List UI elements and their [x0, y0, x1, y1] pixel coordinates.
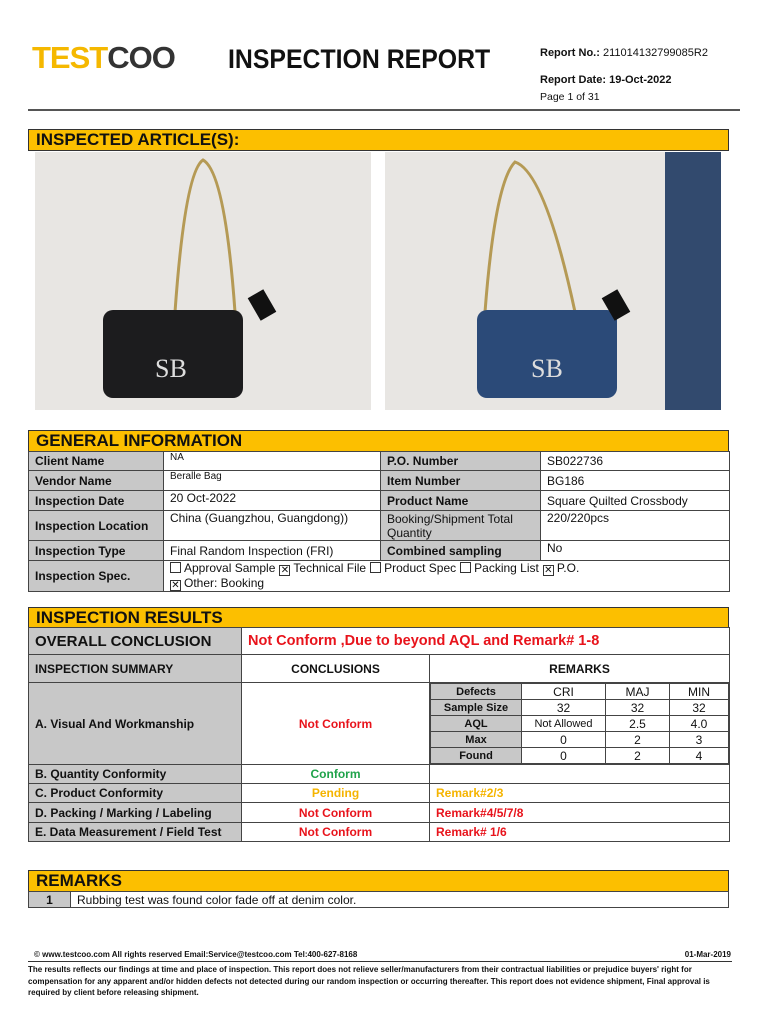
aql-cell: 2 — [606, 732, 670, 748]
item-d-remark: Remark#4/5/7/8 — [430, 803, 730, 823]
checkbox-unchecked[interactable] — [460, 562, 471, 573]
testcoo-logo: TESTCOO — [32, 40, 175, 75]
article-photo-black-bag[interactable] — [35, 152, 371, 410]
vendor-name-value: Beralle Bag — [164, 471, 381, 491]
aql-header-cell: MAJ — [606, 684, 670, 700]
checkbox-unchecked[interactable] — [170, 562, 181, 573]
item-b-remark — [430, 765, 730, 784]
aql-cell: 32 — [606, 700, 670, 716]
aql-cell: 3 — [670, 732, 729, 748]
po-number-label: P.O. Number — [381, 452, 541, 471]
checkbox-checked[interactable]: ✕ — [280, 565, 290, 576]
page-number: Page 1 of 31 — [540, 91, 600, 103]
article-photo-denim-bag[interactable] — [385, 152, 721, 410]
remarks-table — [28, 891, 729, 908]
footer-copyright: © www.testcoo.com All rights reserved Email:Service@testcoo.com Tel:400-627-8168 — [34, 950, 358, 959]
quantity-label: Booking/Shipment Total Quantity — [381, 511, 541, 541]
footer-disclaimer: The results reflects our findings at time and place of inspection. This report does not relieve seller/manufacturers from their contractual liabilities or prejudice buyers' right for compensation for any apparent and/or hidden defects not detected during our random inspection or occurring thereafter. This report does not evidence shipment, Final approval is required by client before releasing shipment. — [28, 965, 710, 997]
spec-option-label: Technical File — [293, 561, 367, 575]
aql-cell: Found — [431, 748, 522, 764]
conclusions-header: CONCLUSIONS — [242, 655, 430, 683]
footer-date: 01-Mar-2019 — [684, 950, 731, 959]
item-number-value: BG186 — [541, 471, 730, 491]
item-d-conclusion: Not Conform — [242, 803, 430, 823]
inspection-spec-checkboxes — [164, 561, 730, 592]
aql-cell: 32 — [670, 700, 729, 716]
combined-sampling-label: Combined sampling — [381, 541, 541, 561]
item-d-label: D. Packing / Marking / Labeling — [29, 803, 242, 823]
report-date: Report Date: 19-Oct-2022 — [540, 74, 672, 86]
product-name-label: Product Name — [381, 491, 541, 511]
aql-cell: 32 — [522, 700, 606, 716]
report-title: INSPECTION REPORT — [228, 44, 491, 74]
item-number-label: Item Number — [381, 471, 541, 491]
item-e-conclusion: Not Conform — [242, 823, 430, 842]
client-name-value: NA — [164, 452, 381, 471]
client-name-label: Client Name — [29, 452, 164, 471]
spec-option-label: Other: Booking — [184, 576, 265, 590]
po-number-value: SB022736 — [541, 452, 730, 471]
quantity-value: 220/220pcs — [541, 511, 730, 541]
aql-header-cell: CRI — [522, 684, 606, 700]
aql-cell: Sample Size — [431, 700, 522, 716]
item-e-label: E. Data Measurement / Field Test — [29, 823, 242, 842]
aql-cell: 0 — [522, 748, 606, 764]
checkbox-checked[interactable]: ✕ — [544, 565, 553, 576]
inspection-type-label: Inspection Type — [29, 541, 164, 561]
aql-cell: 4.0 — [670, 716, 729, 732]
inspection-spec-label: Inspection Spec. — [29, 561, 164, 592]
inspection-results-table — [28, 627, 730, 842]
inspection-summary-label: INSPECTION SUMMARY — [29, 655, 242, 683]
svg-text:SB: SB — [531, 354, 563, 383]
spec-option-label: P.O. — [556, 561, 580, 575]
item-b-label: B. Quantity Conformity — [29, 765, 242, 784]
inspection-date-label: Inspection Date — [29, 491, 164, 511]
spec-option-label: Approval Sample — [184, 561, 276, 575]
inspection-results-header: INSPECTION RESULTS — [28, 607, 729, 628]
report-number: Report No.: 211014132799085R2 — [540, 47, 708, 59]
aql-cell: 2.5 — [606, 716, 670, 732]
checkbox-unchecked[interactable] — [370, 562, 381, 573]
aql-cell: 0 — [522, 732, 606, 748]
product-name-value: Square Quilted Crossbody — [541, 491, 730, 511]
item-e-remark: Remark# 1/6 — [430, 823, 730, 842]
aql-header-cell: Defects — [431, 684, 522, 700]
inspection-location-value: China (Guangzhou, Guangdong)) — [164, 511, 381, 541]
overall-conclusion-label: OVERALL CONCLUSION — [29, 628, 242, 655]
aql-header-cell: MIN — [670, 684, 729, 700]
remarks-section-header: REMARKS — [28, 870, 729, 892]
general-information-header: GENERAL INFORMATION — [28, 430, 729, 452]
spec-option-label: Packing List — [474, 561, 539, 575]
inspection-type-value: Final Random Inspection (FRI) — [164, 541, 381, 561]
aql-cell: Not Allowed — [522, 716, 606, 732]
aql-cell: 4 — [670, 748, 729, 764]
remark-text: Rubbing test was found color fade off at denim color. — [71, 892, 729, 908]
checkbox-checked[interactable]: ✕ — [171, 580, 180, 591]
item-c-remark: Remark#2/3 — [430, 784, 730, 803]
spec-option-label: Product Spec — [384, 561, 457, 575]
inspected-articles-header: INSPECTED ARTICLE(S): — [28, 129, 729, 151]
footer-divider — [28, 961, 732, 962]
svg-text:SB: SB — [155, 354, 187, 383]
item-c-conclusion: Pending — [242, 784, 430, 803]
general-information-table — [28, 451, 730, 592]
overall-conclusion-value: Not Conform ,Due to beyond AQL and Remark# 1-8 — [242, 628, 730, 655]
inspection-location-label: Inspection Location — [29, 511, 164, 541]
item-b-conclusion: Conform — [242, 765, 430, 784]
header-divider — [28, 109, 740, 111]
remark-number: 1 — [29, 892, 71, 908]
combined-sampling-value: No — [541, 541, 730, 561]
remarks-header: REMARKS — [430, 655, 730, 683]
item-a-label: A. Visual And Workmanship — [29, 683, 242, 765]
aql-cell — [430, 683, 730, 765]
aql-table — [430, 683, 729, 764]
aql-cell: AQL — [431, 716, 522, 732]
item-a-conclusion: Not Conform — [242, 683, 430, 765]
aql-cell: Max — [431, 732, 522, 748]
vendor-name-label: Vendor Name — [29, 471, 164, 491]
inspection-date-value: 20 Oct-2022 — [164, 491, 381, 511]
aql-cell: 2 — [606, 748, 670, 764]
item-c-label: C. Product Conformity — [29, 784, 242, 803]
